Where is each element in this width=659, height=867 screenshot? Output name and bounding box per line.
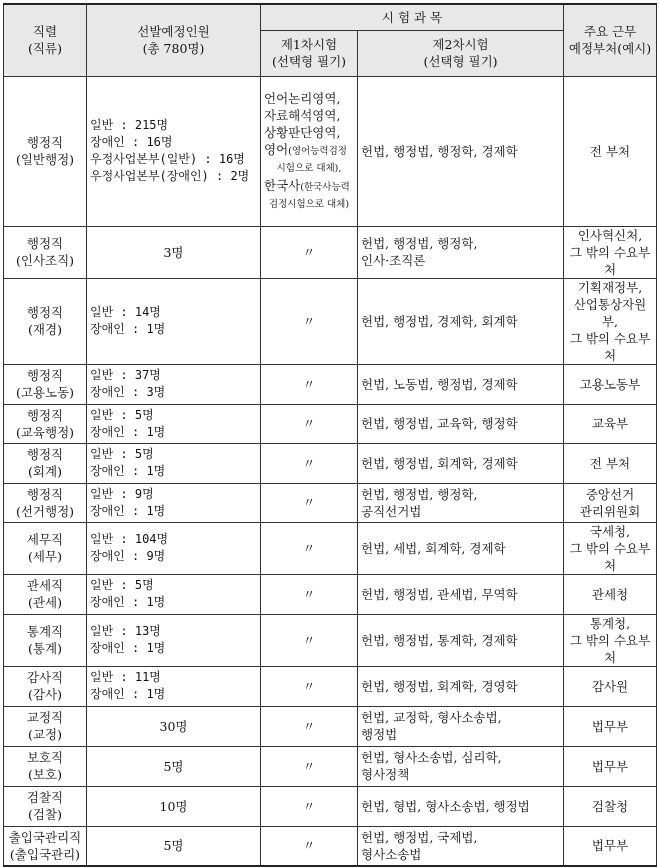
second-exam-cell: 헌법, 행정법, 통계학, 경제학 [358,614,564,666]
department-cell: 관세청 [564,574,657,614]
department-cell: 감사원 [564,666,657,706]
quota-cell: 일반 : 5명 장애인 : 1명 [87,443,261,483]
quota-cell: 일반 : 5명 장애인 : 1명 [87,574,261,614]
second-exam-cell: 헌법, 형법, 형사소송법, 행정법 [358,786,564,826]
department-cell: 교육부 [564,404,657,443]
department-cell: 국세청, 그 밖의 수요부처 [564,522,657,574]
quota-cell: 5명 [87,746,261,786]
first-exam-text: 영어 [264,141,289,157]
first-exam-line: 언어논리영역, [264,90,341,106]
quota-cell: 5명 [87,826,261,866]
job-series-cell: 행정직 (고용노동) [4,364,87,404]
job-series-cell: 교정직 (교정) [4,706,87,746]
job-series-cell: 세무직 (세무) [4,522,87,574]
second-exam-cell: 헌법, 행정법, 국제법, 형사소송법 [358,826,564,866]
job-series-cell: 보호직 (보호) [4,746,87,786]
quota-cell: 일반 : 9명 장애인 : 1명 [87,483,261,522]
job-series-cell: 감사직 (감사) [4,666,87,706]
department-cell: 중앙선거 관리위원회 [564,483,657,522]
table-row [4,522,657,574]
job-series-cell: 행정직 (선거행정) [4,483,87,522]
second-exam-cell: 헌법, 행정법, 교육학, 행정학 [358,404,564,443]
table-row [4,364,657,404]
job-series-cell: 통계직 (통계) [4,614,87,666]
table-row [4,614,657,666]
table-row [4,574,657,614]
header-second-exam: 제2차시험 (선택형 필기) [358,30,564,76]
department-cell: 전 부처 [564,443,657,483]
department-cell: 기획재정부, 산업통상자원부, 그 밖의 수요부처 [564,278,657,364]
department-cell: 통계청, 그 밖의 수요부처 [564,614,657,666]
second-exam-cell: 헌법, 노동법, 행정법, 경제학 [358,364,564,404]
table-row [4,443,657,483]
second-exam-cell: 헌법, 행정법, 행정학, 경제학 [358,76,564,226]
job-series-cell: 출입국관리직 (출입국관리) [4,826,87,866]
department-cell: 전 부처 [564,76,657,226]
first-exam-ditto: 〃 [261,786,358,826]
second-exam-cell: 헌법, 형사소송법, 심리학, 형사정책 [358,746,564,786]
second-exam-cell: 헌법, 세법, 회계학, 경제학 [358,522,564,574]
first-exam-ditto: 〃 [261,443,358,483]
job-series-cell: 행정직 (교육행정) [4,404,87,443]
first-exam-text: 한국사 [264,177,301,193]
first-exam-ditto: 〃 [261,522,358,574]
table-row [4,278,657,364]
header-first-exam: 제1차시험 (선택형 필기) [261,30,358,76]
first-exam-ditto: 〃 [261,226,358,278]
second-exam-cell: 헌법, 행정법, 관세법, 무역학 [358,574,564,614]
second-exam-cell: 헌법, 행정법, 행정학, 공직선거법 [358,483,564,522]
table-row [4,786,657,826]
quota-cell: 10명 [87,786,261,826]
first-exam-ditto: 〃 [261,666,358,706]
header-exam-subjects: 시 험 과 목 [261,4,564,30]
exam-subject-table [3,3,657,867]
first-exam-ditto: 〃 [261,278,358,364]
first-exam-note: (한국사능력 [300,181,350,193]
quota-cell: 일반 : 37명 장애인 : 3명 [87,364,261,404]
second-exam-cell: 헌법, 행정법, 회계학, 경제학 [358,443,564,483]
first-exam-cell [261,76,358,226]
quota-cell: 일반 : 215명 장애인 : 16명 우정사업본부(일반) : 16명 우정사업본부(장애인) : 2명 [87,76,261,226]
second-exam-cell: 헌법, 교정학, 형사소송법, 행정법 [358,706,564,746]
table-row [4,226,657,278]
job-series-cell: 행정직 (회계) [4,443,87,483]
first-exam-note: 시험으로 대체), [276,162,342,174]
table-row [4,483,657,522]
first-exam-ditto: 〃 [261,826,358,866]
first-exam-line [264,141,354,160]
department-cell: 법무부 [564,746,657,786]
job-series-cell: 관세직 (관세) [4,574,87,614]
department-cell: 인사혁신처, 그 밖의 수요부처 [564,226,657,278]
quota-cell: 3명 [87,226,261,278]
first-exam-line: 상황판단영역, [264,124,341,140]
header-quota: 선발예정인원 (총 780명) [87,4,261,76]
quota-cell: 일반 : 104명 장애인 : 9명 [87,522,261,574]
department-cell: 검찰청 [564,786,657,826]
department-cell: 고용노동부 [564,364,657,404]
table-row [4,76,657,226]
first-exam-ditto: 〃 [261,483,358,522]
quota-cell: 일반 : 14명 장애인 : 1명 [87,278,261,364]
table-row [4,666,657,706]
first-exam-ditto: 〃 [261,706,358,746]
department-cell: 법무부 [564,706,657,746]
table-row [4,826,657,866]
header-job-series: 직렬 (직류) [4,4,87,76]
second-exam-cell: 헌법, 행정법, 회계학, 경영학 [358,666,564,706]
second-exam-cell: 헌법, 행정법, 행정학, 인사·조직론 [358,226,564,278]
header-department: 주요 근무 예정부처(예시) [564,4,657,76]
first-exam-note: (영어능력검정 [288,145,347,157]
quota-cell: 일반 : 5명 장애인 : 1명 [87,404,261,443]
department-cell: 법무부 [564,826,657,866]
job-series-cell: 행정직 (인사조직) [4,226,87,278]
first-exam-note: 검정시험으로 대체) [268,198,350,210]
job-series-cell: 행정직 (일반행정) [4,76,87,226]
first-exam-ditto: 〃 [261,574,358,614]
table-row [4,404,657,443]
first-exam-ditto: 〃 [261,404,358,443]
first-exam-ditto: 〃 [261,614,358,666]
quota-cell: 일반 : 11명 장애인 : 1명 [87,666,261,706]
table-row [4,746,657,786]
first-exam-ditto: 〃 [261,364,358,404]
quota-cell: 일반 : 13명 장애인 : 1명 [87,614,261,666]
job-series-cell: 행정직 (재경) [4,278,87,364]
job-series-cell: 검찰직 (검찰) [4,786,87,826]
table-row [4,706,657,746]
quota-cell: 30명 [87,706,261,746]
second-exam-cell: 헌법, 행정법, 경제학, 회계학 [358,278,564,364]
first-exam-ditto: 〃 [261,746,358,786]
first-exam-line [264,177,354,196]
first-exam-line: 자료해석영역, [264,107,341,123]
